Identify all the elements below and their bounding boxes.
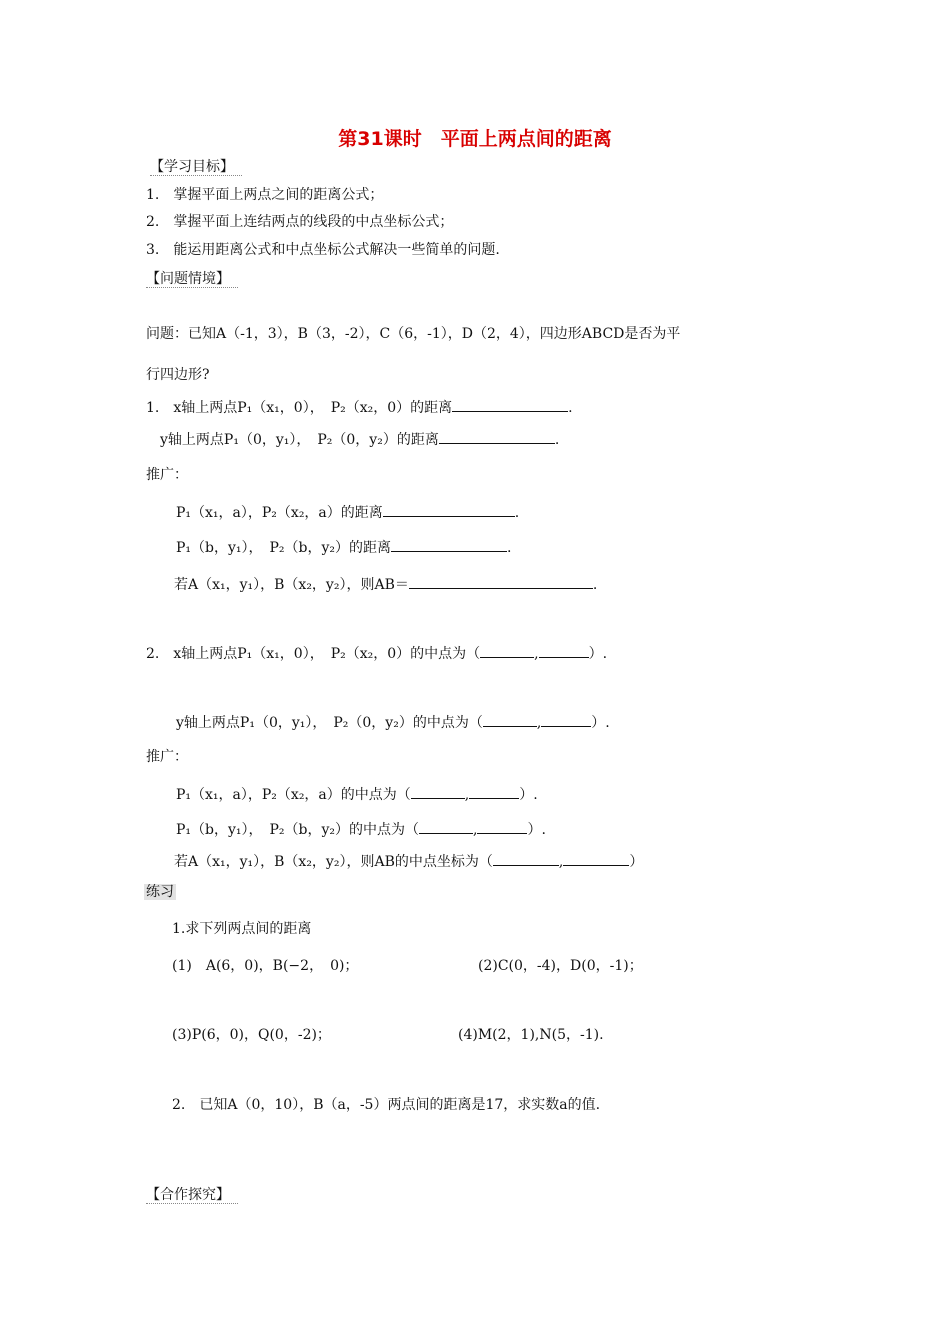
page-title: 第31课时 平面上两点间的距离 [338, 128, 612, 150]
section-goals: 【学习目标】 [150, 158, 242, 176]
q2-generalize-label: 推广： [146, 749, 188, 765]
q1-generalize-label: 推广： [146, 467, 188, 483]
q1-y-axis-distance: y轴上两点P₁（0，y₁）， P₂（0，y₂）的距离 . [160, 432, 560, 448]
q1-horizontal-distance: P₁（x₁，a），P₂（x₂，a）的距离 . [176, 505, 520, 521]
section-cooperate: 【合作探究】 [146, 1186, 238, 1204]
q2-horizontal-midpoint: P₁（x₁，a），P₂（x₂，a）的中点为（ , ）. [176, 787, 538, 803]
practice-1b: (2)C(0，-4)，D(0，-1)； [478, 958, 643, 974]
q2-general-midpoint: 若A（x₁，y₁），B（x₂，y₂），则AB的中点坐标为（ , ） [174, 854, 644, 870]
problem-line1: 问题：已知A（-1，3），B（3，-2），C（6，-1），D（2，4），四边形ABCD是否为平 [146, 326, 681, 342]
q2-x-axis-midpoint: 2. x轴上两点P₁（x₁，0）， P₂（x₂，0）的中点为（ , ）. [146, 646, 608, 662]
problem-line2: 行四边形? [146, 367, 210, 383]
practice-2: 2. 已知A（0，10），B（a，-5）两点间的距离是17，求实数a的值. [172, 1097, 601, 1113]
section-situation: 【问题情境】 [146, 270, 238, 288]
q1-x-axis-distance: 1. x轴上两点P₁（x₁，0）， P₂（x₂，0）的距离 . [146, 400, 573, 416]
q2-vertical-midpoint: P₁（b，y₁）， P₂（b，y₂）的中点为（ , ）. [176, 822, 546, 838]
practice-1-heading: 1.求下列两点间的距离 [172, 921, 312, 937]
q2-y-axis-midpoint: y轴上两点P₁（0，y₁）， P₂（0，y₂）的中点为（ , ）. [176, 715, 610, 731]
practice-1d: (4)M(2，1),N(5，-1). [458, 1027, 604, 1043]
q1-general-distance: 若A（x₁，y₁），B（x₂，y₂），则AB＝ . [174, 577, 598, 593]
practice-1c: (3)P(6，0)，Q(0，-2)； [172, 1027, 331, 1043]
practice-1a: (1) A(6，0)，B(−2， 0)； [172, 958, 359, 974]
goal-item: 3. 能运用距离公式和中点坐标公式解决一些简单的问题. [146, 242, 500, 258]
goal-item: 1. 掌握平面上两点之间的距离公式； [146, 187, 384, 203]
goal-item: 2. 掌握平面上连结两点的线段的中点坐标公式； [146, 214, 454, 230]
section-practice: 练习 [146, 884, 174, 900]
q1-vertical-distance: P₁（b，y₁）， P₂（b，y₂）的距离 . [176, 540, 512, 556]
